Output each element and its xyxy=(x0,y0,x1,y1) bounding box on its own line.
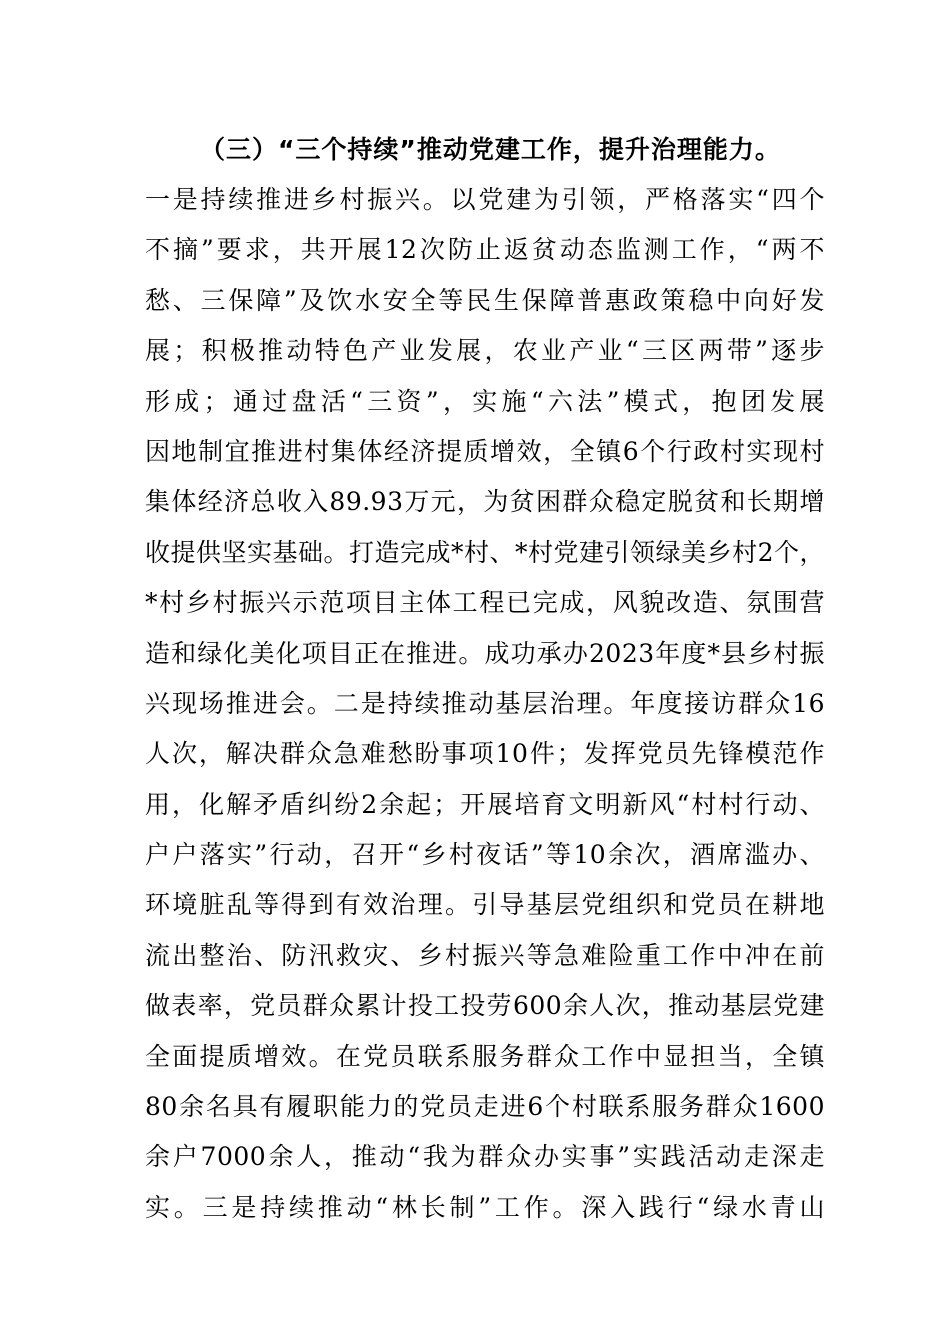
text-line: 形成；通过盘活“三资”，实施“六法”模式，抱团发展 xyxy=(145,386,825,416)
text-line: 用，化解矛盾纠纷2余起；开展培育文明新风“村村行动、 xyxy=(145,789,825,819)
body-text xyxy=(145,180,825,1238)
section-heading: （三）“三个持续”推动党建工作，提升治理能力。 xyxy=(200,135,781,164)
text-line: 做表率，党员群众累计投工投劳600余人次，推动基层党建 xyxy=(145,991,825,1021)
text-line: 流出整治、防汛救灾、乡村振兴等急难险重工作中冲在前 xyxy=(145,940,825,970)
text-line: *村乡村振兴示范项目主体工程已完成，风貌改造、氛围营 xyxy=(145,588,825,618)
text-line: 全面提质增效。在党员联系服务群众工作中显担当，全镇 xyxy=(145,1041,825,1071)
text-line: 环境脏乱等得到有效治理。引导基层党组织和党员在耕地 xyxy=(145,890,825,920)
text-line: 一是持续推进乡村振兴。以党建为引领，严格落实“四个 xyxy=(145,185,825,214)
text-line: 人次，解决群众急难愁盼事项10件；发挥党员先锋模范作 xyxy=(145,739,825,769)
text-line: 因地制宜推进村集体经济提质增效，全镇6个行政村实现村 xyxy=(145,436,825,466)
text-line: 兴现场推进会。二是持续推动基层治理。年度接访群众16 xyxy=(145,688,825,718)
text-line: 80余名具有履职能力的党员走进6个村联系服务群众1600 xyxy=(145,1092,825,1122)
text-line: 实。三是持续推动“林长制”工作。深入践行“绿水青山 xyxy=(145,1192,825,1222)
text-line: 收提供坚实基础。打造完成*村、*村党建引领绿美乡村2个， xyxy=(145,537,825,567)
text-line: 余户7000余人，推动“我为群众办实事”实践活动走深走 xyxy=(145,1142,825,1172)
text-line: 集体经济总收入89.93万元，为贫困群众稳定脱贫和长期增 xyxy=(145,487,825,517)
text-line: 愁、三保障”及饮水安全等民生保障普惠政策稳中向好发 xyxy=(145,285,825,315)
text-line: 展；积极推动特色产业发展，农业产业“三区两带”逐步 xyxy=(145,336,825,366)
text-line: 造和绿化美化项目正在推进。成功承办2023年度*县乡村振 xyxy=(145,638,825,668)
text-line: 户户落实”行动，召开“乡村夜话”等10余次，酒席滥办、 xyxy=(145,840,825,870)
text-line: 不摘”要求，共开展12次防止返贫动态监测工作，“两不 xyxy=(145,235,825,265)
